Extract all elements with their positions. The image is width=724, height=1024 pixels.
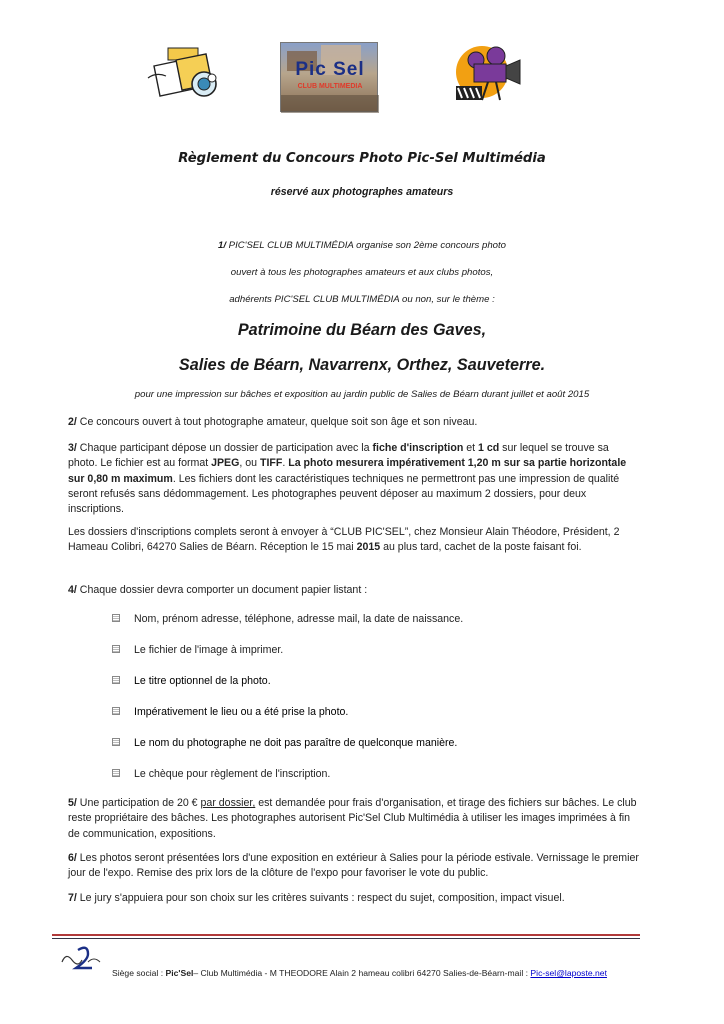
rule-6 xyxy=(68,851,640,882)
bullet-icon xyxy=(112,676,120,684)
rule-2-text: Ce concours ouvert à tout photographe amateur, quelque soit son âge et son niveau. xyxy=(76,416,478,428)
footer-middle: – Club Multimédia - M THEODORE Alain 2 hameau colibri 64270 Salies-de-Béarn-mail : xyxy=(193,968,531,978)
envoi-text-1: Les dossiers d'inscriptions complets seront à envoyer à “CLUB PIC'SEL”, chez Monsieur Alain Théodore, Président, 2 Hameau Colibri, 64270 Salies de Béarn. Réception le 15 mai xyxy=(68,526,620,554)
intro-line-3: adhérents PIC'SEL CLUB MULTIMÉDIA ou non, sur le thème : xyxy=(229,294,495,305)
rule-6-text: Les photos seront présentées lors d'une exposition en extérieur à Salies pour la période estivale. Vernissage le premier jour de l'expo. Remise des prix lors de la clôture de l'expo pour favoriser le vote du public. xyxy=(68,852,639,880)
list-item-text: Impérativement le lieu ou a été prise la photo. xyxy=(134,706,349,718)
theme-line-2: Salies de Béarn, Navarrenx, Orthez, Sauveterre. xyxy=(178,356,546,374)
picsel-logo xyxy=(280,42,378,112)
page-title: Règlement du Concours Photo Pic-Sel Multimédia xyxy=(178,151,546,166)
list-item-text: Le chèque pour règlement de l'inscription. xyxy=(134,768,331,780)
rule-3-bold-5: La photo mesurera impérativement 1,20 m sur sa partie horizontale sur 0,80 m maximum xyxy=(68,457,627,485)
intro-num: 1/ xyxy=(217,240,226,251)
rule-3-text-2: et xyxy=(463,442,479,454)
rule-4 xyxy=(68,583,640,598)
rule-4-num: 4/ xyxy=(68,584,77,596)
rule-3-bold-3: JPEG xyxy=(211,457,240,470)
list-item-text: Nom, prénom adresse, téléphone, adresse mail, la date de naissance. xyxy=(134,613,464,625)
rule-3-bold-4: TIFF xyxy=(259,457,283,470)
list-item-text: Le nom du photographe ne doit pas paraître de quelconque manière. xyxy=(134,737,458,749)
bullet-icon xyxy=(112,769,120,777)
footer-brand: Pic'Sel xyxy=(165,968,194,978)
rule-7-text: Le jury s'appuiera pour son choix sur les critères suivants : respect du sujet, composition, impact visuel. xyxy=(76,892,565,904)
camera-clipart-icon xyxy=(146,44,226,104)
bullet-icon xyxy=(112,738,120,746)
page-subtitle: réservé aux photographes amateurs xyxy=(270,186,454,198)
rule-3 xyxy=(68,441,640,517)
rule-5-num: 5/ xyxy=(68,797,77,809)
list-item xyxy=(112,706,348,718)
rule-7 xyxy=(68,891,640,906)
rule-5-text-1: Une participation de 20 € xyxy=(76,797,201,809)
rule-3-bold-1: fiche d'inscription xyxy=(372,442,464,454)
impression-note: pour une impression sur bâches et exposition au jardin public de Salies de Béarn durant juillet et août 2015 xyxy=(134,389,590,400)
rule-3-text-6: . Les fichiers dont les caractéristiques techniques ne permettront pas une impression de qualité seront refusés sans dédommagement. Les photographes peuvent déposer au maximum 2 dossiers, pour deux inscriptions. xyxy=(68,472,620,516)
rule-envoi xyxy=(68,525,640,556)
list-item xyxy=(112,768,330,780)
footer-address xyxy=(112,968,607,978)
footer-email-link[interactable]: Pic-sel@laposte.net xyxy=(530,968,607,978)
intro-text-1: PIC'SEL CLUB MULTIMÉDIA organise son 2ème concours photo xyxy=(226,240,506,251)
theme-line-1: Patrimoine du Béarn des Gaves, xyxy=(237,321,487,339)
rule-3-num: 3/ xyxy=(68,442,77,454)
envoi-bold-year: 2015 xyxy=(356,541,381,554)
intro-line-2: ouvert à tous les photographes amateurs et aux clubs photos, xyxy=(230,267,494,278)
rule-5 xyxy=(68,796,640,842)
footer-prefix: Siège social : xyxy=(112,968,166,978)
rule-5-text-2: est demandée pour frais d'organisation, et tirage des fichiers sur bâches. Le club reste propriétaire des bâches. Les photographes autorisent Pic'Sel Club Multimédia à utiliser les images imprimées à fin de communication, expositions. xyxy=(68,797,637,840)
envoi-text-2: au plus tard, cachet de la poste faisant foi. xyxy=(380,541,582,554)
intro-line-1 xyxy=(0,240,724,251)
list-item xyxy=(112,737,457,749)
rule-4-text: Chaque dossier devra comporter un document papier listant : xyxy=(76,584,368,596)
rule-2-num: 2/ xyxy=(68,416,77,428)
rule-3-text-3: sur lequel se trouve sa photo. Le fichier est au format xyxy=(68,442,609,470)
list-item-text: Le fichier de l'image à imprimer. xyxy=(134,644,284,656)
footer-divider xyxy=(52,934,640,936)
rule-7-num: 7/ xyxy=(68,892,77,904)
list-item xyxy=(112,644,283,656)
bullet-icon xyxy=(112,645,120,653)
list-item xyxy=(112,675,271,687)
list-item xyxy=(112,613,463,625)
logo-title: Pic Sel xyxy=(295,59,365,80)
footer-divider-thin xyxy=(52,938,640,939)
rule-2 xyxy=(68,415,640,430)
logo-subtitle: CLUB MULTIMEDIA xyxy=(297,83,363,90)
movie-camera-clipart-icon xyxy=(452,42,528,106)
rule-5-underlined: par dossier, xyxy=(200,797,256,809)
footer-logo-icon xyxy=(58,944,104,972)
rule-3-text-1: Chaque participant dépose un dossier de participation avec la xyxy=(76,442,373,454)
list-item-text: Le titre optionnel de la photo. xyxy=(134,675,271,687)
rule-3-text-5: . xyxy=(282,457,289,470)
rule-3-bold-2: 1 cd xyxy=(478,442,500,454)
bullet-icon xyxy=(112,707,120,715)
rule-3-text-4: , ou xyxy=(239,457,260,470)
bullet-icon xyxy=(112,614,120,622)
rule-6-num: 6/ xyxy=(68,852,77,864)
